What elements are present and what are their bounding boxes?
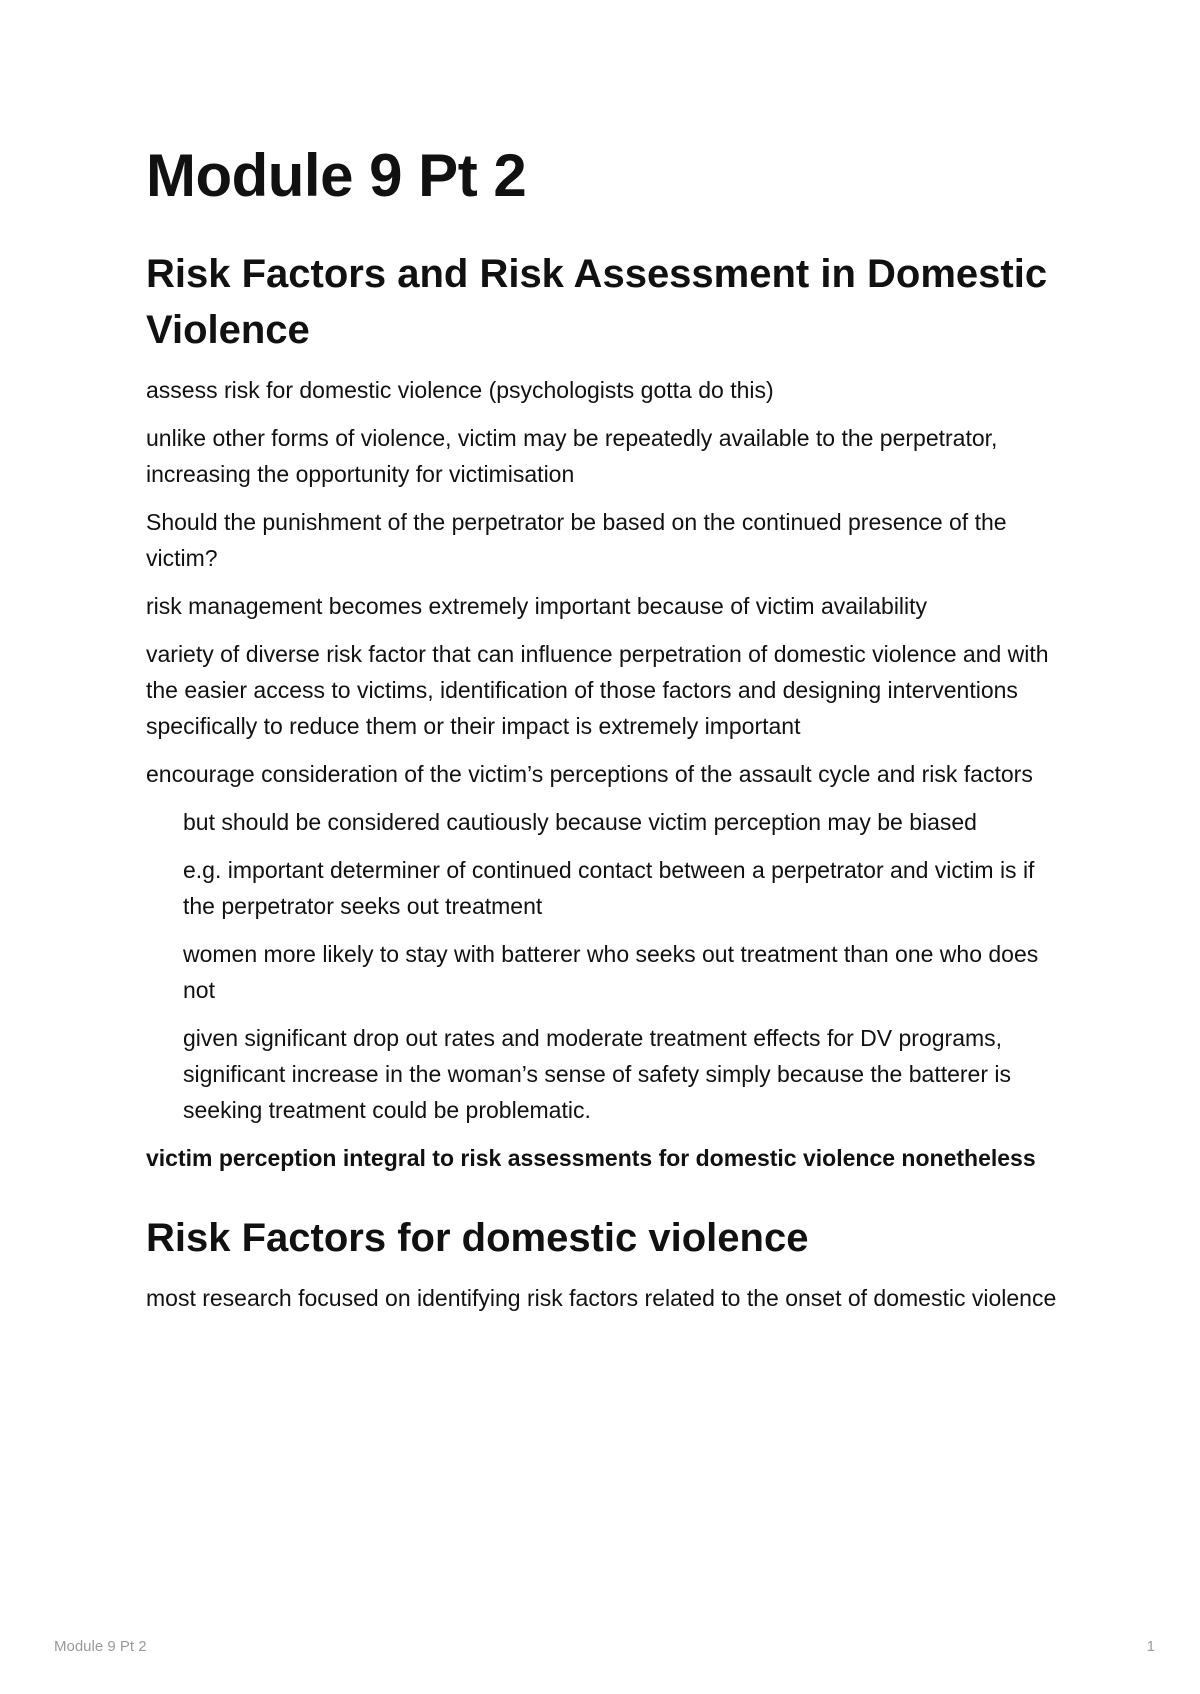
paragraph: variety of diverse risk factor that can influence perpetration of domestic violence and with the easier access to victims, identification of those factors and designing interventions specifically to reduce them or their impact is extremely important: [146, 641, 1049, 739]
indented-paragraph: but should be considered cautiously because victim perception may be biased: [183, 809, 977, 835]
paragraph: most research focused on identifying risk factors related to the onset of domestic violence: [146, 1285, 1057, 1311]
page-title: Module 9 Pt 2: [146, 142, 527, 209]
paragraph: encourage consideration of the victim’s perceptions of the assault cycle and risk factors: [146, 761, 1033, 787]
bold-note: victim perception integral to risk assessments for domestic violence nonetheless: [146, 1145, 1036, 1171]
indented-paragraph: given significant drop out rates and moderate treatment effects for DV programs, significant increase in the woman’s sense of safety simply because the batterer is seeking treatment could be problematic.: [183, 1025, 1011, 1123]
section-heading-risk-factors: Risk Factors for domestic violence: [146, 1216, 809, 1260]
page-content: [146, 140, 1066, 1328]
paragraph: assess risk for domestic violence (psychologists gotta do this): [146, 377, 774, 403]
indented-paragraph: women more likely to stay with batterer who seeks out treatment than one who does not: [183, 941, 1039, 1003]
indented-paragraph: e.g. important determiner of continued contact between a perpetrator and victim is if the perpetrator seeks out treatment: [183, 857, 1035, 919]
paragraph: Should the punishment of the perpetrator be based on the continued presence of the victim?: [146, 509, 1007, 571]
footer-document-title: Module 9 Pt 2: [54, 1638, 147, 1655]
section-heading-risk-assessment: Risk Factors and Risk Assessment in Domestic Violence: [146, 252, 1048, 352]
footer-page-number: 1: [1146, 1638, 1155, 1655]
paragraph: unlike other forms of violence, victim may be repeatedly available to the perpetrator, increasing the opportunity for victimisation: [146, 425, 998, 487]
paragraph: risk management becomes extremely important because of victim availability: [146, 593, 928, 619]
